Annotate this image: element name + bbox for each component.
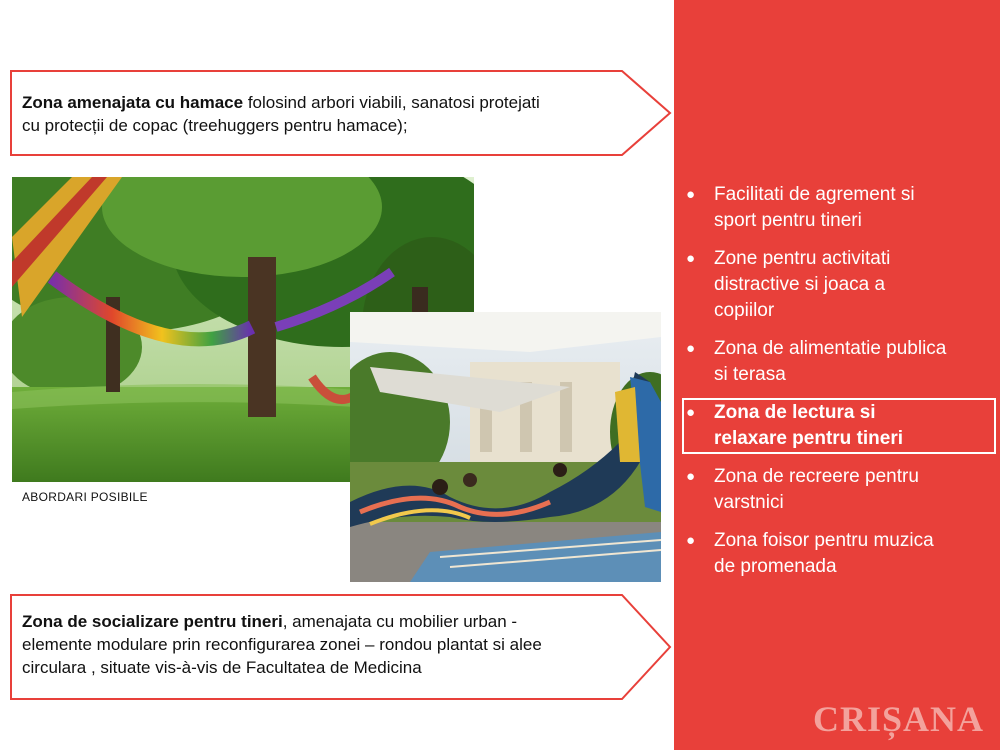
bullet-icon: ● [686, 468, 696, 485]
list-item [684, 246, 994, 324]
bottom-callout-line1: , amenajata cu mobilier urban - [282, 612, 518, 631]
list-item [684, 464, 994, 516]
top-callout-line2: cu protecții de copac (treehuggers pentru hamace); [22, 116, 408, 135]
bottom-callout-line3: circulara , situate vis-à-vis de Facultatea de Medicina [22, 658, 422, 677]
bullet-icon: ● [686, 404, 696, 421]
bottom-callout [10, 594, 672, 700]
bullet-icon: ● [686, 186, 696, 203]
item-line: Zona de recreere pentru [714, 466, 919, 487]
side-panel [674, 0, 1000, 750]
item-line: Facilitati de agrement si [714, 184, 915, 205]
bullet-icon: ● [686, 532, 696, 549]
item-line: distractive si joaca a [714, 274, 886, 295]
item-line: varstnici [714, 492, 784, 513]
benches-illustration [350, 312, 661, 582]
caption-text: ABORDARI POSIBILE [22, 490, 148, 504]
top-callout-bold: Zona amenajata cu hamace [22, 93, 244, 112]
list-item [684, 528, 994, 580]
top-callout-line1: folosind arbori viabili, sanatosi protejati [243, 93, 540, 112]
item-line: copiilor [714, 300, 775, 321]
item-line: sport pentru tineri [714, 210, 862, 231]
item-line: si terasa [714, 364, 786, 385]
brand-logo: CRIȘANA [812, 699, 984, 739]
feature-list [684, 182, 994, 592]
item-line: Zona foisor pentru muzica [714, 530, 934, 551]
list-item [684, 182, 994, 234]
top-callout-text [22, 91, 622, 137]
bottom-callout-bold: Zona de socializare pentru tineri [22, 612, 283, 631]
bullet-icon: ● [686, 340, 696, 357]
item-line: Zona de alimentatie publica [714, 338, 947, 359]
top-callout [10, 70, 672, 156]
item-line: de promenada [714, 556, 837, 577]
bullet-icon: ● [686, 250, 696, 267]
item-line: Zona de lectura si [714, 402, 876, 423]
list-item [684, 336, 994, 388]
bottom-callout-text [22, 610, 632, 679]
item-line: Zone pentru activitati [714, 248, 891, 269]
item-line: relaxare pentru tineri [714, 428, 904, 449]
bottom-callout-line2: elemente modulare prin reconfigurarea zonei – rondou plantat si alee [22, 635, 542, 654]
benches-photo [350, 312, 661, 582]
list-item-highlighted [684, 400, 994, 452]
